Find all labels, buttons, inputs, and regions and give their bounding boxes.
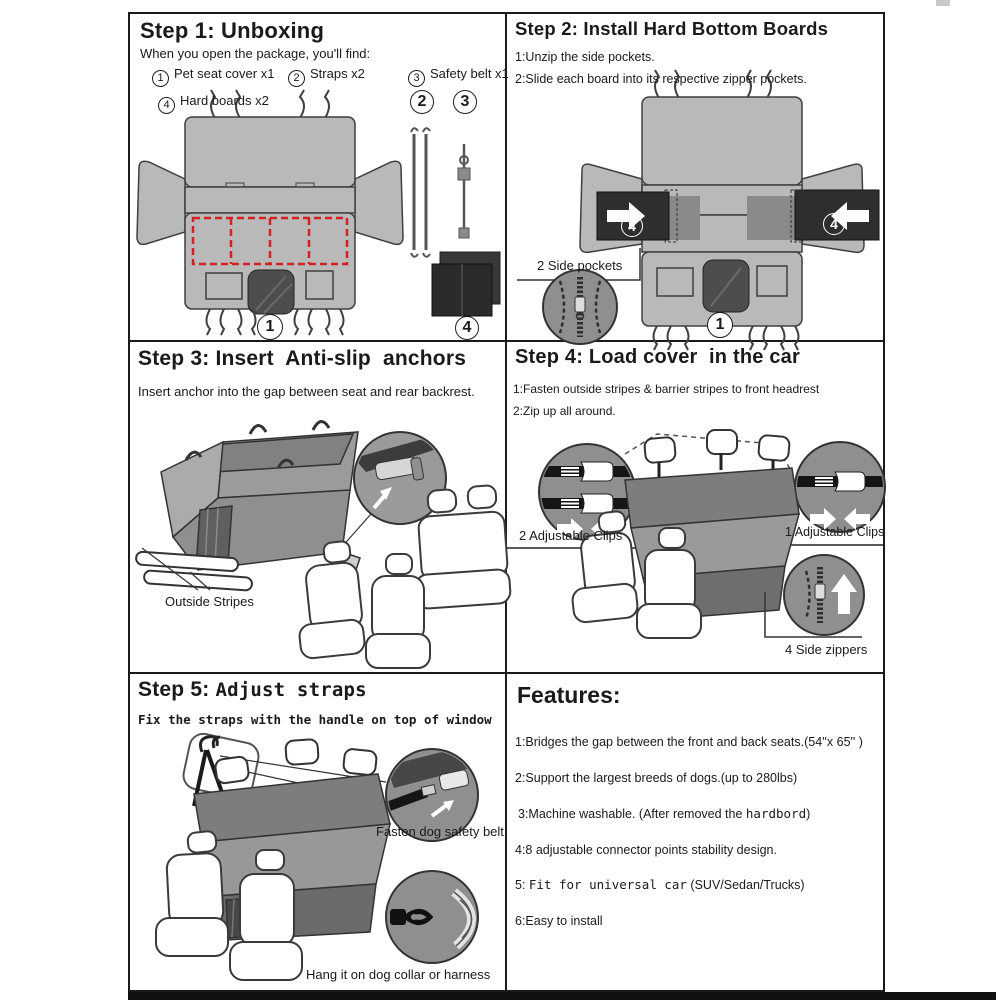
feature-1-text: 1:Bridges the gap between the front and back seats.(54''x 65'' ) <box>515 735 863 749</box>
clips-detail-right-icon <box>795 442 887 532</box>
step3-intro: Insert anchor into the gap between seat and rear backrest. <box>138 384 475 399</box>
feature-item-6 <box>515 913 603 928</box>
feature-item-2 <box>515 770 797 785</box>
feature-item-5: 5: Fit for universal car (SUV/Sedan/Trucks) <box>515 877 805 892</box>
panel-features <box>507 674 883 990</box>
zipper-detail-icon <box>784 555 864 635</box>
panel-step5 <box>128 674 505 990</box>
step2-line1: 1:Unzip the side pockets. <box>515 50 655 64</box>
fasten-belt-label: Fasten dog safety belt <box>376 824 504 839</box>
feature-3-text: 3:Machine washable. (After removed the <box>518 807 746 821</box>
step1-item-belt <box>408 66 509 87</box>
clips-right-label: 1 Adjustable Clips <box>785 525 885 539</box>
step1-item-straps-label: Straps x2 <box>310 66 365 81</box>
step5-title <box>138 678 367 702</box>
step3-title: Step 3: Insert Anti-slip anchors <box>138 347 467 370</box>
panel-step4 <box>507 342 883 672</box>
step1-intro: When you open the package, you'll find: <box>140 46 371 61</box>
outside-stripes-label: Outside Stripes <box>165 594 254 609</box>
zipper-detail-icon <box>543 270 617 344</box>
step1-item-boards <box>158 93 269 114</box>
side-zippers-label: 4 Side zippers <box>785 642 868 657</box>
circled-4-icon: 4 <box>158 97 175 114</box>
circled-3-icon: 3 <box>408 70 425 87</box>
panel-step3 <box>128 342 505 672</box>
step5-title-prefix: Step 5: <box>138 678 216 701</box>
window-handle-hook-icon <box>200 737 220 752</box>
callout-4-right-icon: 4 <box>823 213 845 235</box>
crop-artifact <box>936 0 950 6</box>
hard-boards-item-icon <box>432 252 500 316</box>
step5-intro: Fix the straps with the handle on top of window <box>138 712 492 727</box>
collar-hook-label: Hang it on dog collar or harness <box>306 967 491 982</box>
step1-item-cover <box>152 66 274 87</box>
straps-item-icon <box>411 128 430 257</box>
callout-1-icon: 1 <box>707 312 733 338</box>
step2-line2: 2:Slide each board into its respective zipper pockets. <box>515 72 807 86</box>
step2-title: Step 2: Install Hard Bottom Boards <box>515 18 829 39</box>
features-title: Features: <box>517 682 621 708</box>
feature-6-text: 6:Easy to install <box>515 914 603 928</box>
side-pockets-label: 2 Side pockets <box>537 258 623 273</box>
callout-4-icon: 4 <box>455 316 479 340</box>
collar-hook-detail-icon <box>386 871 478 963</box>
step4-title: Step 4: Load cover in the car <box>515 346 800 368</box>
bottom-border-bar <box>128 992 996 1000</box>
circled-2-icon: 2 <box>288 70 305 87</box>
feature-item-1 <box>515 734 863 749</box>
panel-step1 <box>128 14 509 340</box>
step1-item-boards-label: Hard boards x2 <box>180 93 269 108</box>
mesh-window-icon <box>248 270 294 314</box>
step4-line1: 1:Fasten outside stripes & barrier stripes to front headrest <box>513 382 820 396</box>
step1-item-belt-label: Safety belt x1 <box>430 66 509 81</box>
step5-title-main: Adjust straps <box>215 679 367 701</box>
board-sliding-right-icon <box>747 190 879 242</box>
callout-2-icon: 2 <box>410 90 434 114</box>
feature-2-text: 2:Support the largest breeds of dogs.(up to 280lbs) <box>515 771 798 785</box>
feature-5-text: 5: <box>515 878 529 892</box>
safety-belt-item-icon <box>458 144 470 238</box>
clips-left-label: 2 Adjustable Clips <box>519 528 623 543</box>
panel-step2 <box>507 14 883 340</box>
step1-item-straps <box>288 66 365 87</box>
step1-item-cover-label: Pet seat cover x1 <box>174 66 275 81</box>
callout-1-icon: 1 <box>257 314 283 340</box>
feature-item-4 <box>515 842 777 857</box>
circled-1-icon: 1 <box>152 70 169 87</box>
unboxing-illustration <box>128 14 505 340</box>
step1-title: Step 1: Unboxing <box>140 18 325 43</box>
step4-line2: 2:Zip up all around. <box>513 404 616 418</box>
callout-3-icon: 3 <box>453 90 477 114</box>
feature-4-text: 4:8 adjustable connector points stability design. <box>515 843 777 857</box>
feature-item-3: 3:Machine washable. (After removed the hardbord) <box>518 806 811 821</box>
mesh-window-icon <box>703 260 749 312</box>
callout-4-left-icon: 4 <box>621 215 643 237</box>
board-sliding-left-icon <box>597 190 700 242</box>
